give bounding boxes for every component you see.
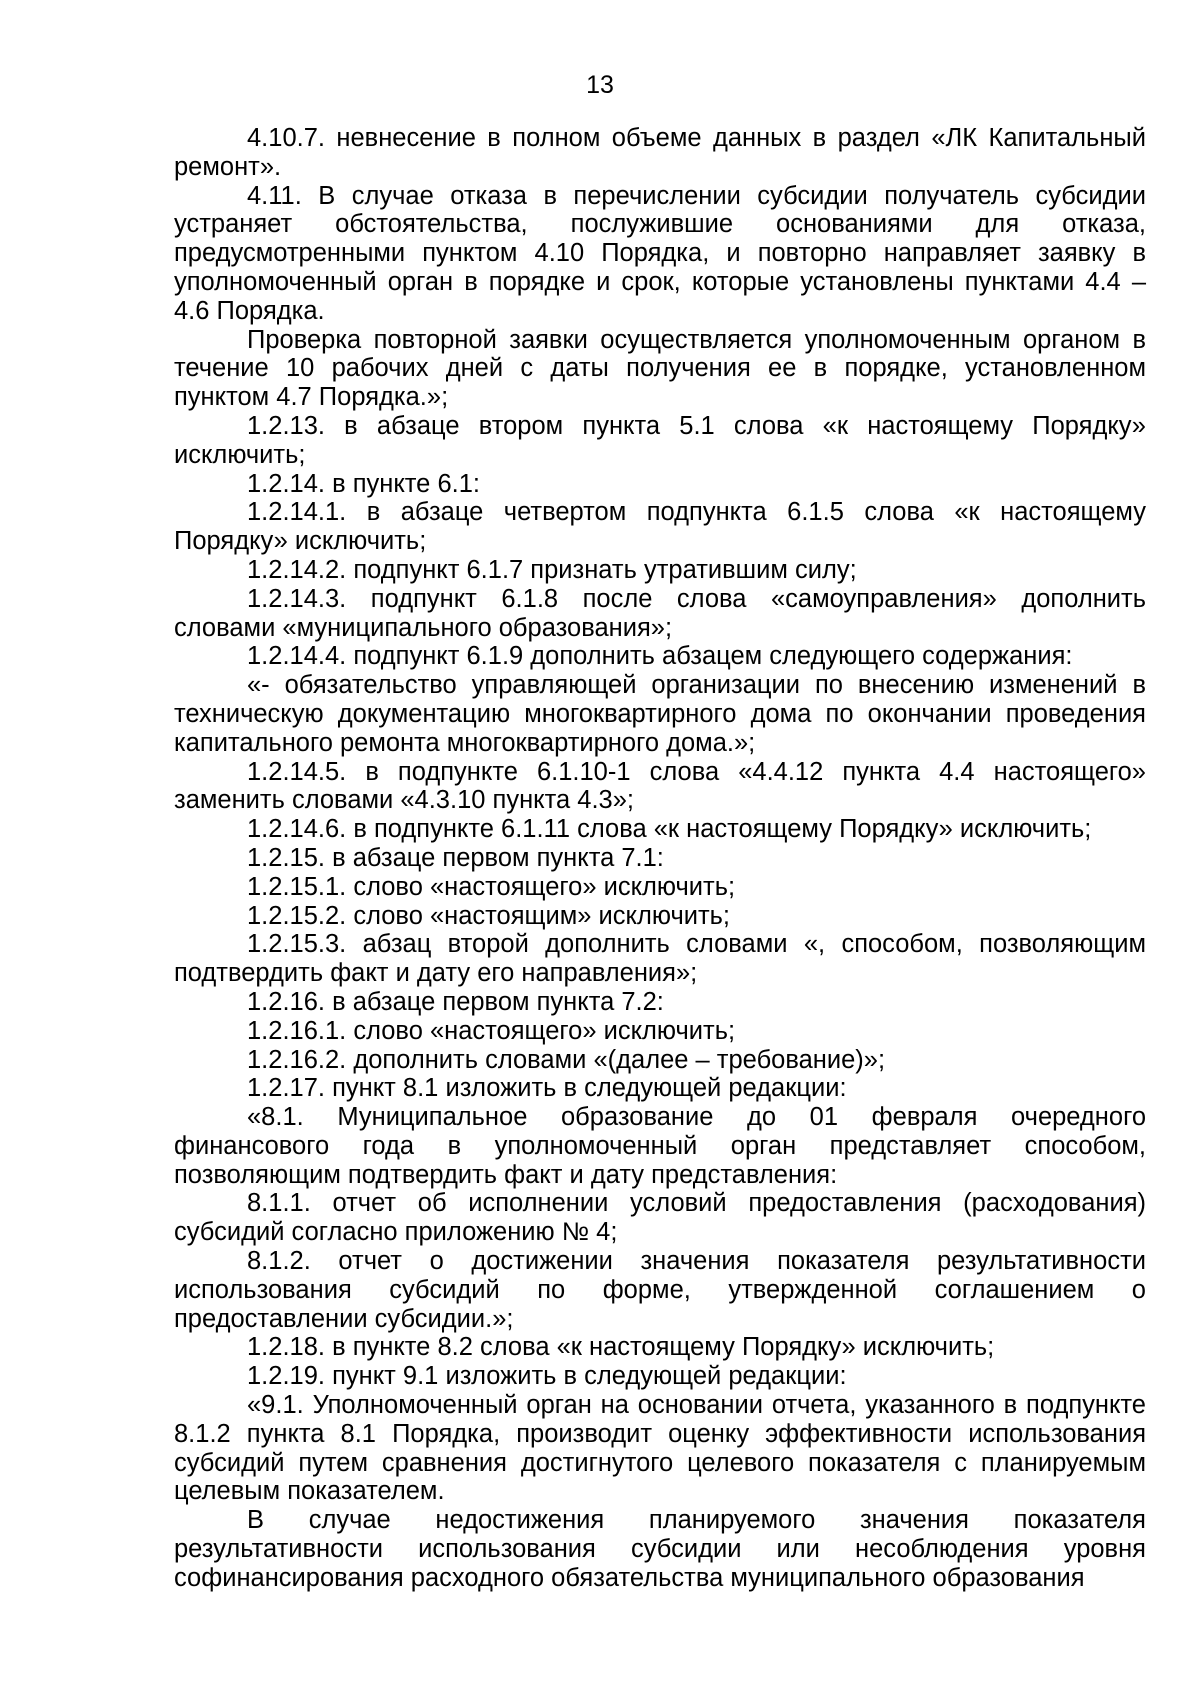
paragraph-1-2-13: 1.2.13. в абзаце втором пункта 5.1 слова «к настоящему Порядку» исключить; (174, 411, 1146, 469)
paragraph-1-2-14-6: 1.2.14.6. в подпункте 6.1.11 слова «к настоящему Порядку» исключить; (247, 815, 1092, 844)
page-number: 13 (586, 71, 614, 99)
paragraph-1-2-15-2: 1.2.15.2. слово «настоящим» исключить; (247, 901, 731, 930)
document-body (174, 124, 1146, 1593)
paragraph-1-2-14-4: 1.2.14.4. подпункт 6.1.9 дополнить абзацем следующего содержания: (247, 642, 1073, 671)
paragraph-1-2-16-1: 1.2.16.1. слово «настоящего» исключить; (247, 1016, 736, 1045)
paragraph-1-2-19: 1.2.19. пункт 9.1 изложить в следующей редакции: (247, 1362, 847, 1391)
paragraph-1-2-15-3: 1.2.15.3. абзац второй дополнить словами «, способом, позволяющим подтвердить факт и дату его направления»; (174, 930, 1146, 988)
paragraph-1-2-14-3: 1.2.14.3. подпункт 6.1.8 после слова «самоуправления» дополнить словами «муниципального образования»; (174, 584, 1146, 642)
paragraph-1-2-14: 1.2.14. в пункте 6.1: (247, 469, 480, 498)
paragraph-1-2-18: 1.2.18. в пункте 8.2 слова «к настоящему Порядку» исключить; (247, 1333, 995, 1362)
paragraph-1-2-15-1: 1.2.15.1. слово «настоящего» исключить; (247, 872, 736, 901)
paragraph-quote-obligation: «- обязательство управляющей организации по внесению изменений в техническую документацию многоквартирного дома по окончании проведения капитального ремонта многоквартирного дома.»; (174, 671, 1146, 757)
paragraph-1-2-14-2: 1.2.14.2. подпункт 6.1.7 признать утратившим силу; (247, 555, 857, 584)
paragraph-4-11: 4.11. В случае отказа в перечислении субсидии получатель субсидии устраняет обстоятельства, послужившие основаниями для отказа, предусмотренными пунктом 4.10 Порядка, и повторно направляет заявку в уполномоченный орган в порядке и срок, которые установлены пунктами 4.4 – 4.6 Порядка. (174, 181, 1146, 325)
paragraph-4-10-7: 4.10.7. невнесение в полном объеме данных в раздел «ЛК Капитальный ремонт». (174, 124, 1146, 181)
paragraph-quote-9-1: «9.1. Уполномоченный орган на основании отчета, указанного в подпункте 8.1.2 пункта 8.1 Порядка, производит оценку эффективности использования субсидий путем сравнения достигнутого целевого показателя с планируемым целевым показателем. (174, 1391, 1146, 1506)
paragraph-1-2-15: 1.2.15. в абзаце первом пункта 7.1: (247, 843, 664, 872)
paragraph-quote-8-1: «8.1. Муниципальное образование до 01 февраля очередного финансового года в уполномоченный орган представляет способом, позволяющим подтвердить факт и дату представления: (174, 1103, 1146, 1189)
paragraph-repeat-check: Проверка повторной заявки осуществляется уполномоченным органом в течение 10 рабочих дней с даты получения ее в порядке, установленном пунктом 4.7 Порядка.»; (174, 325, 1146, 412)
paragraph-1-2-14-5: 1.2.14.5. в подпункте 6.1.10-1 слова «4.4.12 пункта 4.4 настоящего» заменить словами «4.3.10 пункта 4.3»; (174, 757, 1146, 815)
paragraph-1-2-14-1: 1.2.14.1. в абзаце четвертом подпункта 6.1.5 слова «к настоящему Порядку» исключить; (174, 498, 1146, 556)
paragraph-8-1-1: 8.1.1. отчет об исполнении условий предоставления (расходования) субсидий согласно приложению № 4; (174, 1189, 1146, 1247)
paragraph-non-achievement: В случае недостижения планируемого значения показателя результативности использования субсидии или несоблюдения уровня софинансирования расходного обязательства муниципального образования (174, 1506, 1146, 1592)
paragraph-8-1-2: 8.1.2. отчет о достижении значения показателя результативности использования субсидий по форме, утвержденной соглашением о предоставлении субсидии.»; (174, 1247, 1146, 1333)
paragraph-1-2-16-2: 1.2.16.2. дополнить словами «(далее – требование)»; (247, 1045, 886, 1074)
paragraph-1-2-16: 1.2.16. в абзаце первом пункта 7.2: (247, 987, 664, 1016)
paragraph-1-2-17: 1.2.17. пункт 8.1 изложить в следующей редакции: (247, 1074, 847, 1103)
